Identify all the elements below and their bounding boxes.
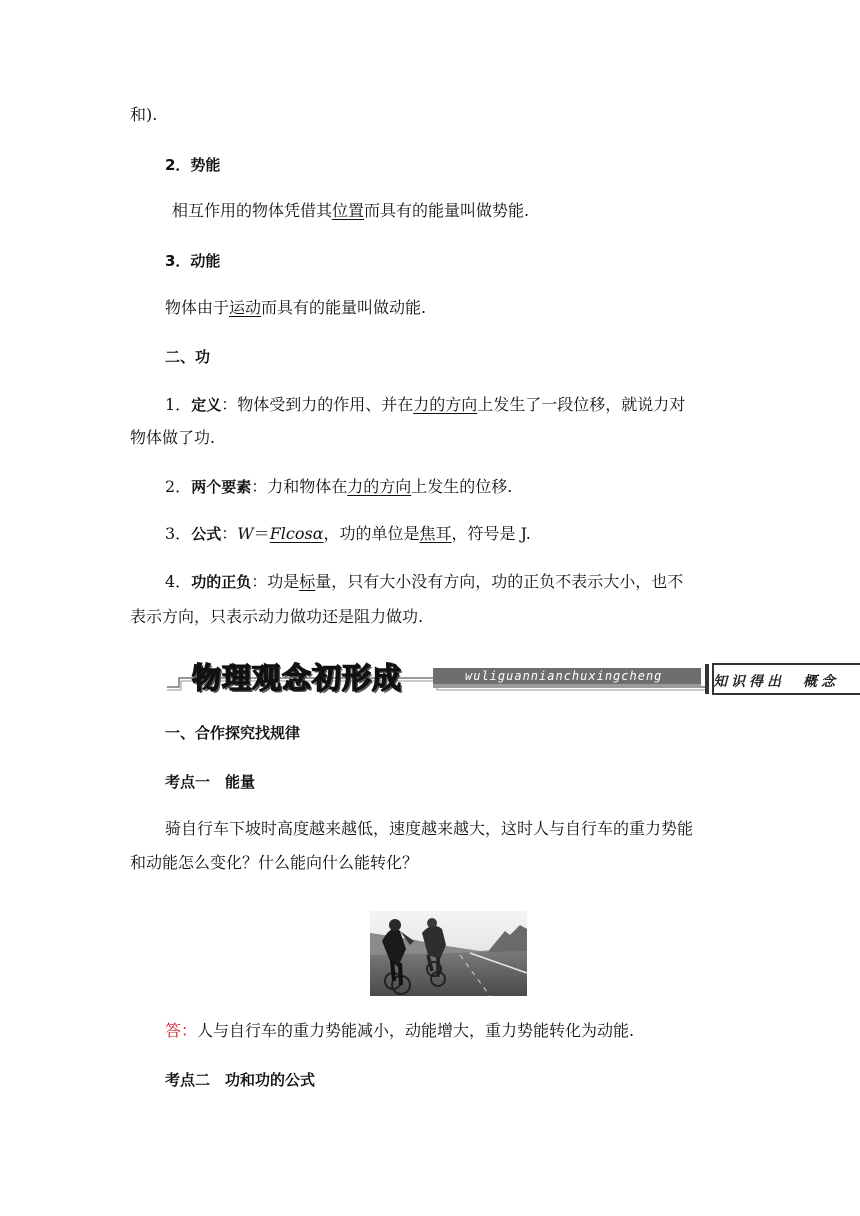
cyclists-photo xyxy=(370,911,527,996)
subheading-potential-energy: 2．势能 xyxy=(165,156,221,174)
text-line: 和). xyxy=(130,105,158,124)
banner-subtitle: 知识得出 概念 xyxy=(713,674,839,690)
text-line: 3．公式：W＝Flcosα，功的单位是焦耳，符号是 J. xyxy=(165,524,531,543)
text-line: 相互作用的物体凭借其位置而具有的能量叫做势能. xyxy=(172,201,530,220)
answer-blank: 标 xyxy=(299,572,316,591)
answer-text: 答：人与自行车的重力势能减小，动能增大，重力势能转化为动能. xyxy=(165,1021,635,1040)
question-text: 骑自行车下坡时高度越来越低，速度越来越大，这时人与自行车的重力势能 xyxy=(165,819,694,838)
question-text: 和动能怎么变化？什么能向什么能转化？ xyxy=(130,853,419,872)
banner-pinyin: wuliguannianchuxingcheng xyxy=(465,669,663,683)
text-line: 表示方向，只表示动力做功还是阻力做功. xyxy=(130,607,424,626)
answer-blank: 位置 xyxy=(332,201,365,220)
answer-blank: 运动 xyxy=(229,298,262,317)
text-line: 2．两个要素：力和物体在力的方向上发生的位移. xyxy=(165,477,513,496)
section-banner xyxy=(165,654,860,696)
topic-heading-energy: 考点一 能量 xyxy=(165,773,256,791)
topic-heading-work-formula: 考点二 功和功的公式 xyxy=(165,1071,316,1089)
text-line: 物体由于运动而具有的能量叫做动能. xyxy=(165,298,427,317)
answer-blank: 焦耳 xyxy=(419,524,452,543)
answer-blank: 力的方向 xyxy=(347,477,412,496)
answer-blank: Flcosα xyxy=(269,524,324,543)
answer-label: 答： xyxy=(165,1021,198,1040)
banner-title: 物理观念初形成 xyxy=(192,661,403,695)
section-heading-explore: 一、合作探究找规律 xyxy=(165,724,301,742)
text-line: 1．定义：物体受到力的作用、并在力的方向上发生了一段位移，就说力对 xyxy=(165,395,686,414)
text-line: 4．功的正负：功是标量，只有大小没有方向，功的正负不表示大小，也不 xyxy=(165,572,684,591)
subheading-kinetic-energy: 3．动能 xyxy=(165,252,221,270)
section-heading-work: 二、功 xyxy=(165,348,211,366)
text-line: 物体做了功. xyxy=(130,428,216,447)
answer-blank: 力的方向 xyxy=(413,395,478,414)
